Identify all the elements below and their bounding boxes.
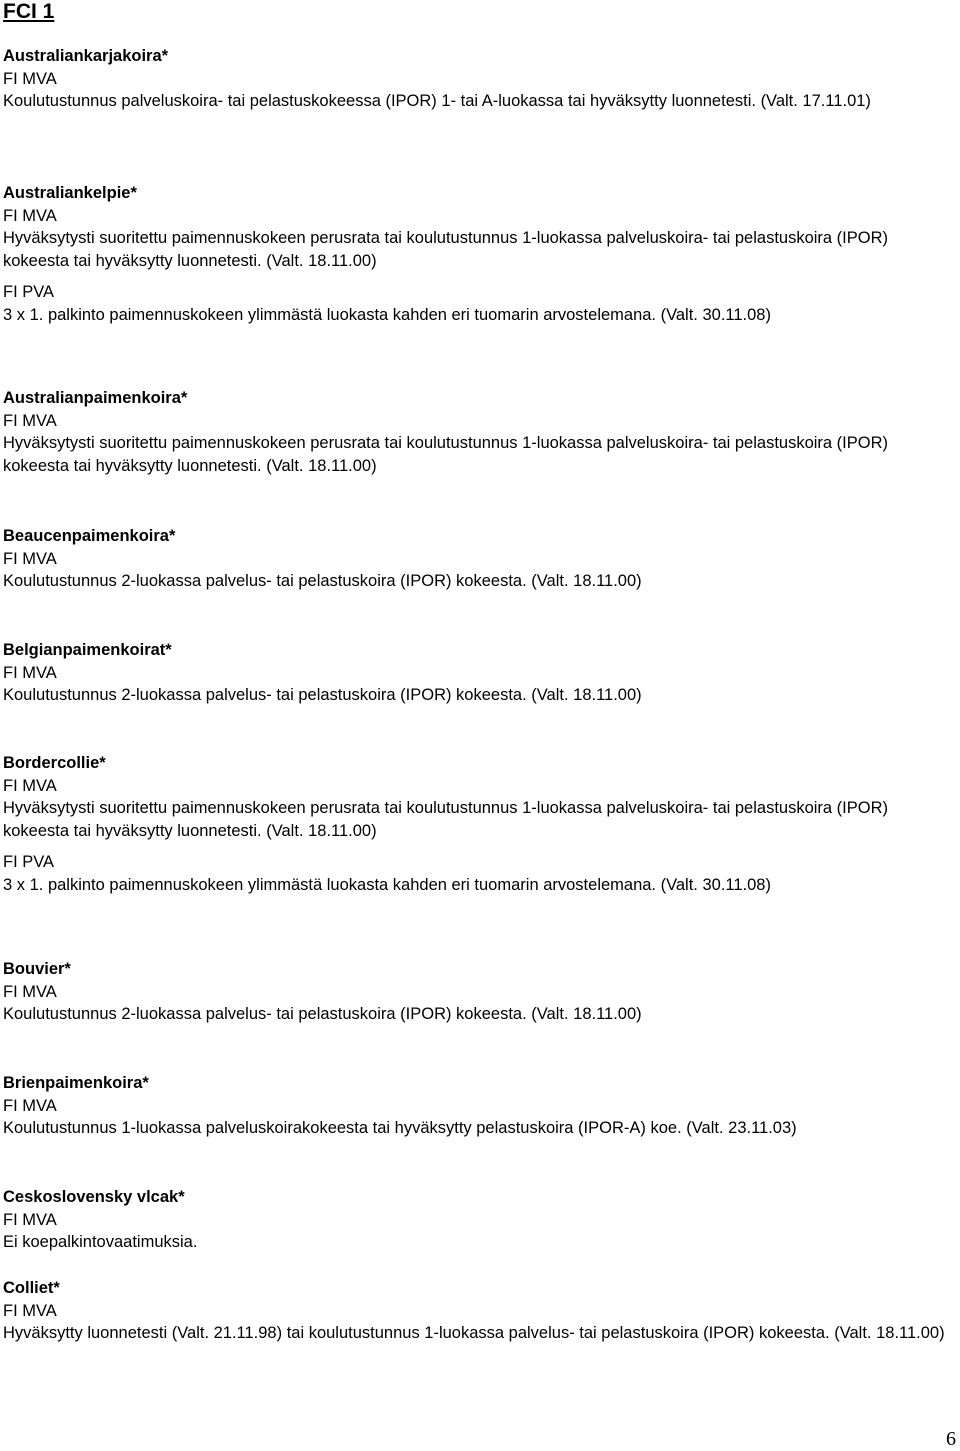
breed-entry [3, 639, 953, 707]
breed-name: Bordercollie* [3, 754, 106, 772]
breed-name: Brienpaimenkoira* [3, 1074, 149, 1092]
requirement-text: Hyväksytty luonnetesti (Valt. 21.11.98) tai koulutustunnus 1-luokassa palvelus- tai pelastuskoira (IPOR) kokeesta. (Valt. 18.11.00) [3, 1324, 945, 1342]
requirement-text: Hyväksytysti suoritettu paimennuskokeen perusrata tai koulutustunnus 1-luokassa palveluskoira- tai pelastuskoira (IPOR) kokeesta tai hyväksytty luonnetesti. (Valt. 18.11.00) [3, 799, 889, 840]
title-label: FI PVA [3, 283, 55, 301]
requirement-text: Koulutustunnus 2-luokassa palvelus- tai pelastuskoira (IPOR) kokeesta. (Valt. 18.11.00) [3, 572, 642, 590]
breed-name: Ceskoslovensky vlcak* [3, 1188, 185, 1206]
title-label: FI MVA [3, 776, 57, 795]
approval-date: (Valt. 18.11.00) [266, 821, 377, 840]
breed-name: Beaucenpaimenkoira* [3, 527, 176, 545]
breed-name: Colliet* [3, 1279, 60, 1297]
title-label: FI MVA [3, 69, 57, 88]
requirement-text: Hyväksytysti suoritettu paimennuskokeen perusrata tai koulutustunnus 1-luokassa palveluskoira- tai pelastuskoira (IPOR) kokeesta tai hyväksytty luonnetesti. (Valt. 18.11.00) [3, 229, 889, 270]
title-label: FI MVA [3, 206, 57, 225]
requirement-text: 3 x 1. palkinto paimennuskokeen ylimmästä luokasta kahden eri tuomarin arvostelemana. (Valt. 30.11.08) [3, 875, 771, 894]
requirement-text: Koulutustunnus 1-luokassa palveluskoirakokeesta tai hyväksytty pelastuskoira (IPOR-A) koe. (Valt. 23.11.03) [3, 1119, 797, 1137]
approval-date: (Valt. 18.11.00) [266, 251, 377, 270]
title-label: FI MVA [3, 411, 57, 430]
requirement-text: Hyväksytysti suoritettu paimennuskokeen perusrata tai koulutustunnus 1-luokassa palveluskoira- tai pelastuskoira (IPOR) kokeesta tai hyväksytty luonnetesti. (Valt. 18.11.00) [3, 434, 889, 475]
approval-date: (Valt. 18.11.00) [531, 572, 642, 590]
title-label: FI MVA [3, 1301, 57, 1320]
title-label: FI PVA [3, 853, 55, 871]
breed-entry [3, 1072, 953, 1140]
title-label: FI MVA [3, 663, 57, 682]
page-heading: FCI 1 [3, 0, 55, 23]
approval-date: (Valt. 30.11.08) [660, 305, 771, 324]
breed-entry [3, 1277, 953, 1345]
title-label: FI MVA [3, 1210, 57, 1229]
approval-date: (Valt. 18.11.00) [266, 456, 377, 475]
approval-date: (Valt. 17.11.01) [760, 92, 871, 110]
breed-name: Belgianpaimenkoirat* [3, 641, 172, 659]
page-number: 6 [946, 1428, 956, 1450]
breed-name: Bouvier* [3, 960, 71, 978]
requirement-text: 3 x 1. palkinto paimennuskokeen ylimmästä luokasta kahden eri tuomarin arvostelemana. (Valt. 30.11.08) [3, 305, 771, 324]
requirement-text: Koulutustunnus palveluskoira- tai pelastuskokeessa (IPOR) 1- tai A-luokassa tai hyväksytty luonnetesti. (Valt. 17.11.01) [3, 92, 871, 110]
requirement-text: Koulutustunnus 2-luokassa palvelus- tai pelastuskoira (IPOR) kokeesta. (Valt. 18.11.00) [3, 686, 642, 704]
title-label: FI MVA [3, 1096, 57, 1115]
requirement-text: Koulutustunnus 2-luokassa palvelus- tai pelastuskoira (IPOR) kokeesta. (Valt. 18.11.00) [3, 1005, 642, 1023]
breed-entry [3, 182, 953, 326]
breed-entry [3, 525, 953, 593]
title-label: FI MVA [3, 982, 57, 1001]
breed-name: Australiankarjakoira* [3, 47, 169, 65]
approval-date: (Valt. 18.11.00) [531, 686, 642, 704]
breed-name: Australiankelpie* [3, 184, 137, 202]
requirement-text: Ei koepalkintovaatimuksia. [3, 1233, 198, 1251]
approval-date: (Valt. 18.11.00) [834, 1324, 945, 1342]
breed-entry [3, 752, 953, 896]
breed-entry [3, 387, 953, 477]
title-label: FI MVA [3, 549, 57, 568]
breed-entry [3, 1186, 953, 1254]
breed-entry [3, 958, 953, 1026]
approval-date: (Valt. 30.11.08) [660, 875, 771, 894]
breed-entry [3, 45, 953, 113]
approval-date: (Valt. 18.11.00) [531, 1005, 642, 1023]
approval-date: (Valt. 23.11.03) [686, 1119, 797, 1137]
breed-name: Australianpaimenkoira* [3, 389, 188, 407]
